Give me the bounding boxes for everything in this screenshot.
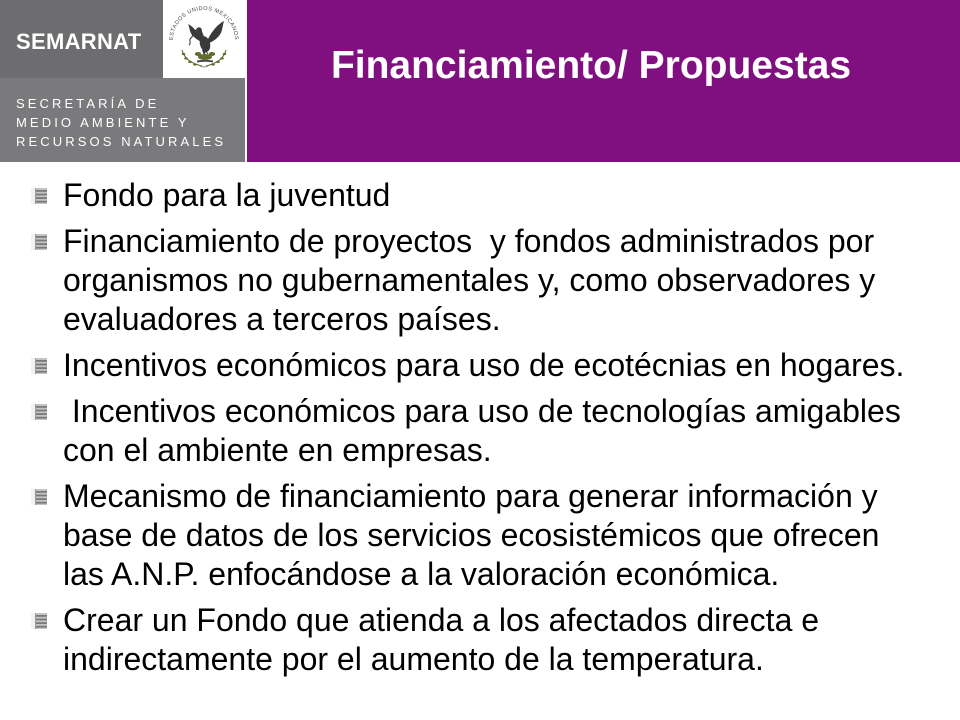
bullet-text: Financiamiento de proyectos y fondos administrados por organismos no gubernamentales y, como observadores y evaluadores a terceros países. <box>63 223 876 337</box>
title-band <box>247 0 960 162</box>
bullet-text: Mecanismo de financiamiento para generar información y base de datos de los servicios ecosistémicos que ofrecen las A.N.P. enfocándose a la valoración económica. <box>63 478 880 592</box>
mexican-coat-of-arms-icon <box>163 0 245 78</box>
eagle-icon <box>188 21 224 56</box>
bullet-item <box>0 346 960 385</box>
agency-name <box>16 94 226 151</box>
bullet-text: Incentivos económicos para uso de ecotécnias en hogares. <box>63 347 905 383</box>
notebook-bullet-icon <box>31 613 47 629</box>
notebook-bullet-icon <box>31 234 47 250</box>
slide-header <box>0 0 960 162</box>
bullet-item <box>0 176 960 215</box>
seal-arc-text: ESTADOS UNIDOS MEXICANOS <box>168 5 240 41</box>
agency-logo-panel <box>0 0 245 162</box>
bullet-item <box>0 222 960 339</box>
agency-name-line: MEDIO AMBIENTE Y <box>16 115 190 130</box>
bullet-text: Crear un Fondo que atienda a los afectados directa e indirectamente por el aumento de la temperatura. <box>63 602 820 677</box>
notebook-bullet-icon <box>31 188 47 204</box>
semarnat-wordmark: SEMARNAT <box>16 29 142 54</box>
notebook-bullet-icon <box>31 358 47 374</box>
agency-name-line: SECRETARÍA DE <box>16 96 160 111</box>
notebook-bullet-icon <box>31 404 47 420</box>
notebook-bullet-icon <box>31 489 47 505</box>
seal-arc-lettering <box>169 6 239 41</box>
bullet-list <box>0 176 960 686</box>
agency-name-line: RECURSOS NATURALES <box>16 134 227 149</box>
bullet-item <box>0 477 960 594</box>
wordmark-block <box>0 0 163 78</box>
slide-title: Financiamiento/ Propuestas <box>330 44 852 87</box>
bullet-text: Fondo para la juventud <box>63 177 391 213</box>
bullet-text: Incentivos económicos para uso de tecnologías amigables con el ambiente en empresas. <box>63 393 901 468</box>
coat-of-arms-seal <box>163 0 245 78</box>
bullet-item <box>0 392 960 470</box>
bullet-item <box>0 601 960 679</box>
